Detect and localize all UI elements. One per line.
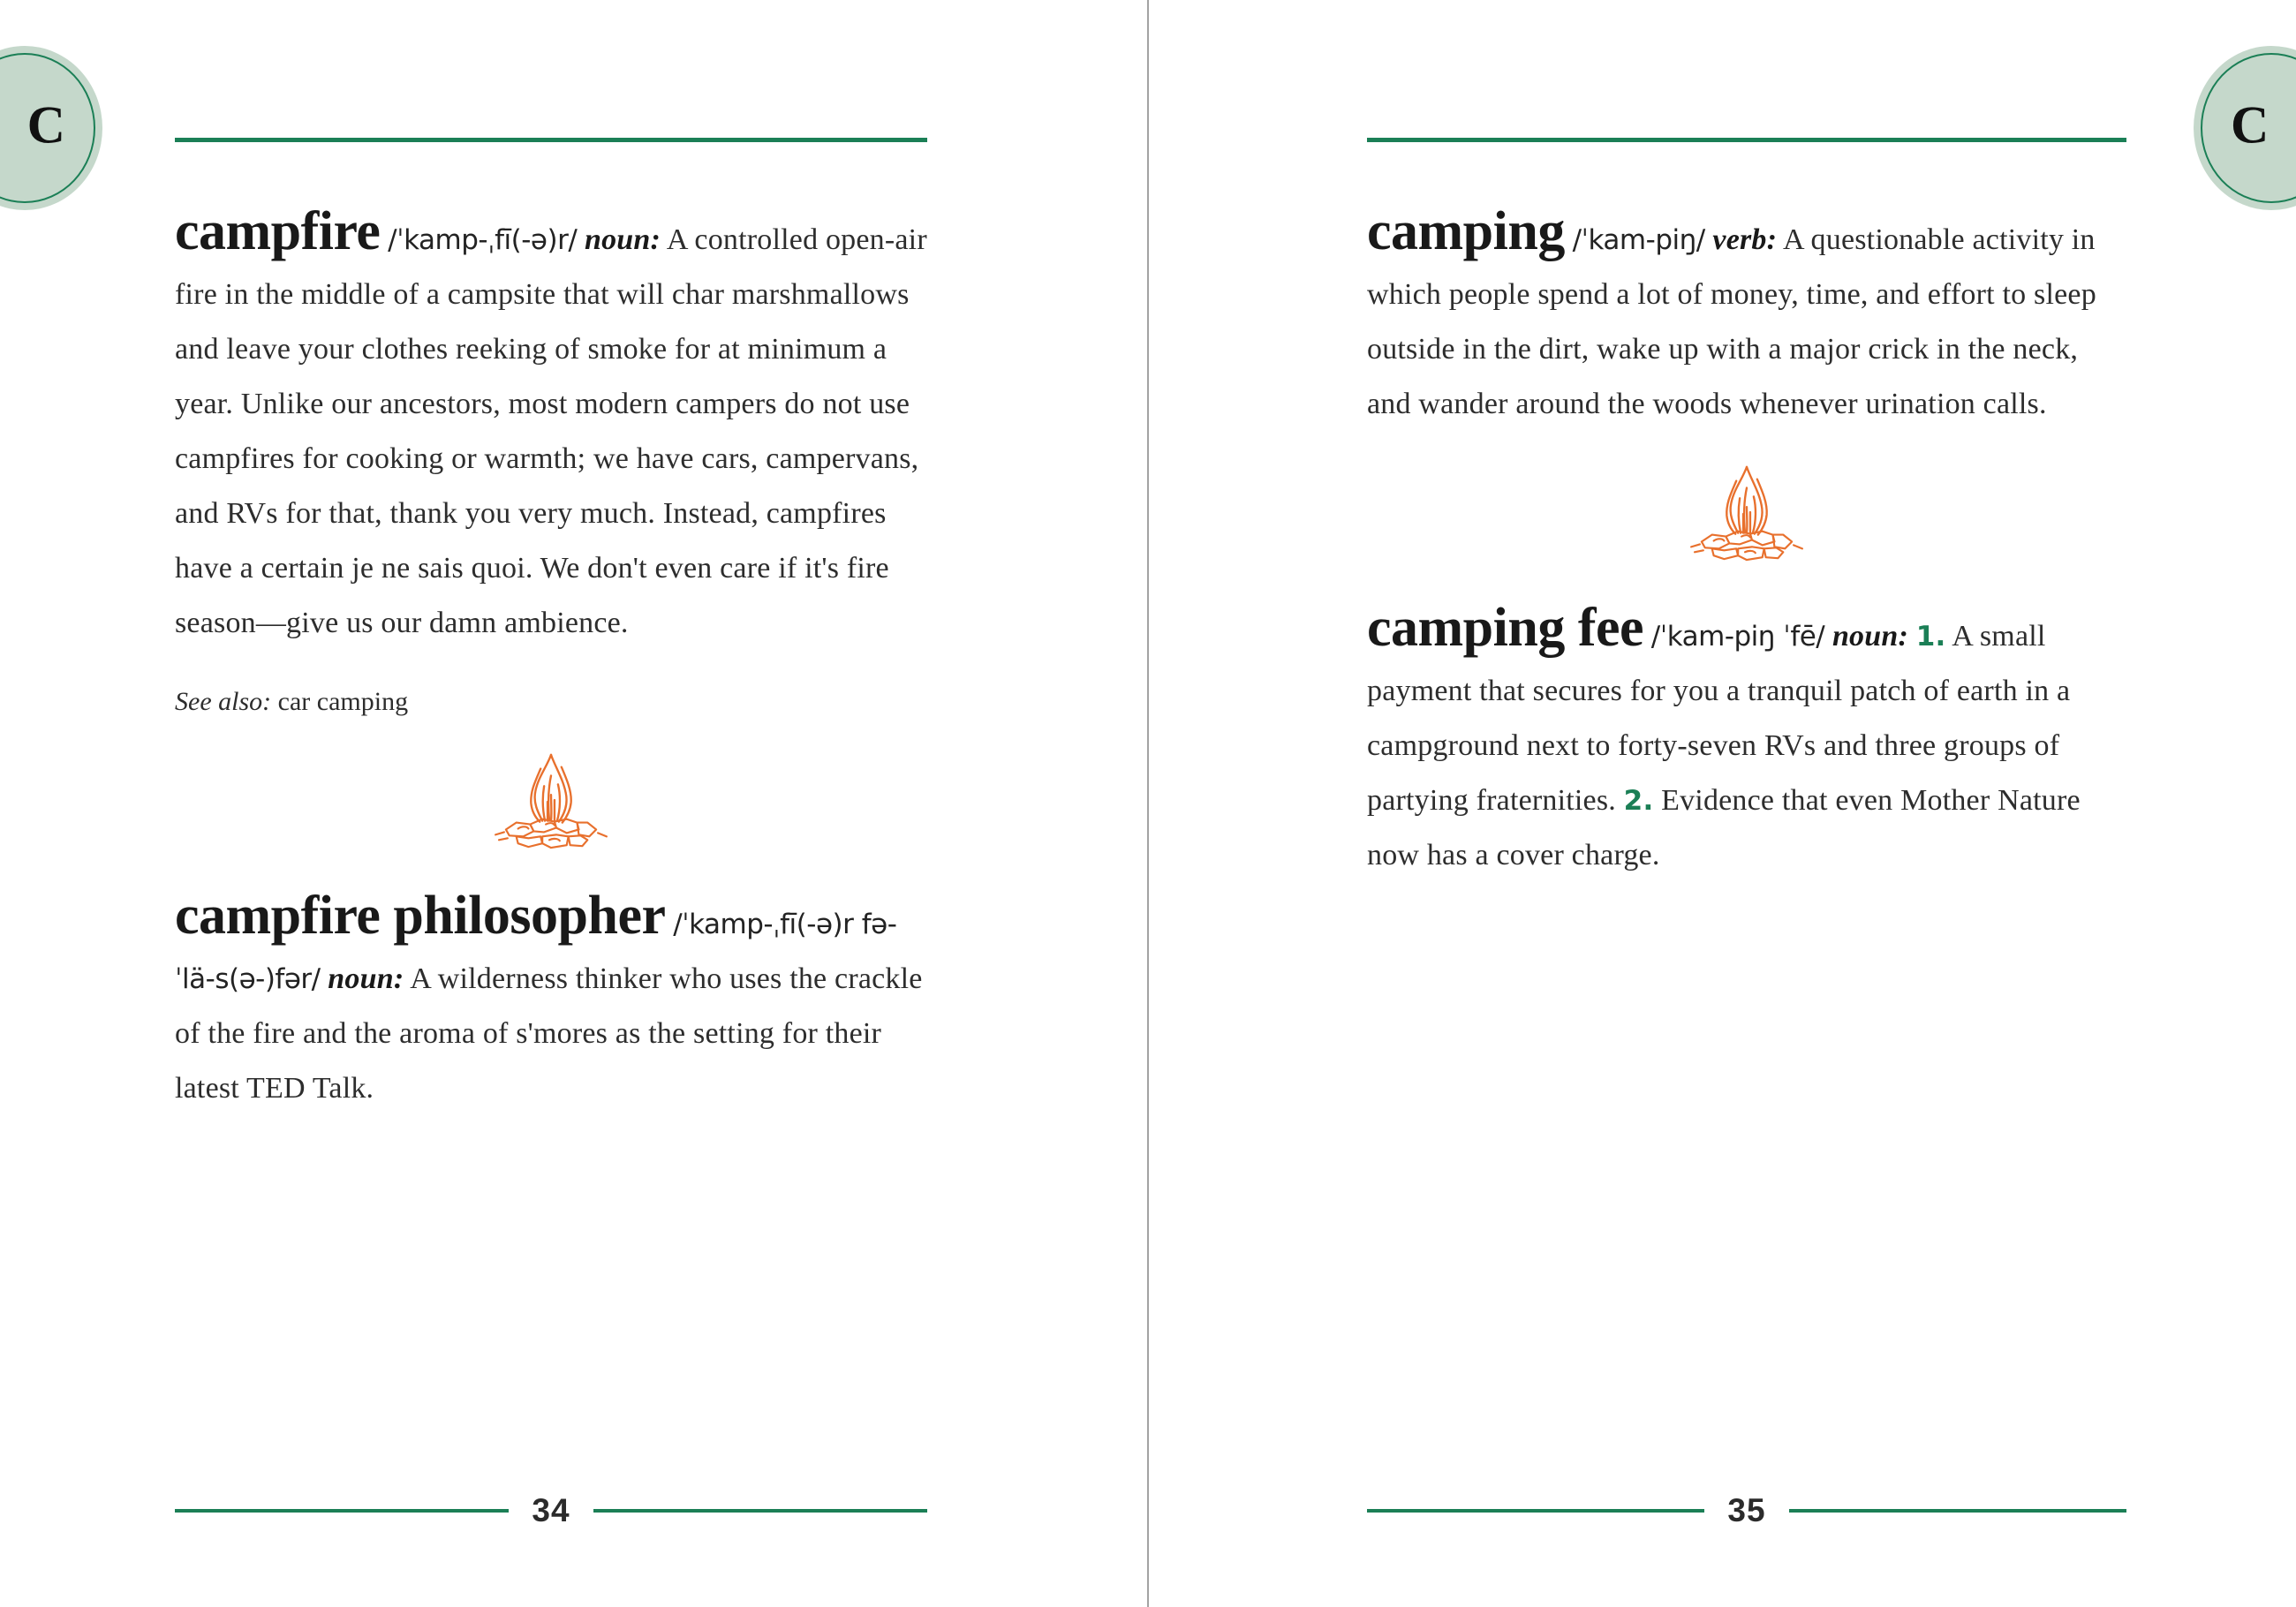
folio-left [175, 1492, 927, 1529]
campfire-illustration-wrap [1367, 462, 2126, 570]
entry-pronunciation: /ˈkamp-ˌfī(-ə)r/ [388, 224, 578, 256]
folio-rule [1367, 1509, 1704, 1513]
entry-part-of-speech: noun: [1832, 620, 1909, 653]
entry-pronunciation: /ˈkam-piŋ/ [1572, 224, 1705, 256]
entry-part-of-speech: noun: [328, 962, 404, 995]
see-also-term: car camping [277, 687, 409, 716]
campfire-icon [489, 750, 613, 854]
entry-headword: camping [1367, 201, 1565, 261]
alphabet-tab-left [0, 46, 102, 210]
entry-definition: A questionable activity in which people spend a lot of money, time, and effort to sleep outside in the dirt, wake up with a major crick in the neck, and wander around the woods whenever urination calls. [1367, 223, 2096, 420]
campfire-icon [1685, 462, 1809, 566]
folio-right [1367, 1492, 2126, 1529]
folio-rule [175, 1509, 509, 1513]
see-also-line [175, 681, 927, 723]
entry-pronunciation: /ˈkamp-ˌfī(-ə)r fə-ˈlä-s(ə-)fər/ [175, 909, 897, 995]
page-right [1367, 0, 2126, 1607]
top-rule [175, 138, 927, 142]
page-gutter-divider [1147, 0, 1149, 1607]
sense-text-1: A small payment that secures for you a tranquil patch of earth in a campground next to forty-seven RVs and three groups of partying fraternities. [1367, 620, 2071, 817]
page-number: 35 [1727, 1492, 1766, 1528]
entry-headword: campfire philosopher [175, 886, 666, 946]
see-also-label: See also: [175, 687, 272, 716]
tab-letter: C [26, 95, 65, 155]
entry-definition: A controlled open-air fire in the middle of a campsite that will char marshmallows and leave your clothes reeking of smoke for at minimum a year. Unlike our ancestors, most modern campers do not use campfires for cooking or warmth; we have cars, campervans, and RVs for that, thank you very much. Instead, campfires have a certain je ne sais quoi. We don't even care if it's fire season—give us our damn ambience. [175, 223, 927, 639]
folio-rule [593, 1509, 927, 1513]
entry-part-of-speech: noun: [584, 223, 661, 256]
page-number: 34 [532, 1492, 570, 1528]
entry-headword: campfire [175, 201, 381, 261]
entry-campfire [175, 201, 927, 651]
entry-camping-fee [1367, 600, 2126, 883]
campfire-illustration-wrap [175, 750, 927, 858]
tab-letter: C [2231, 95, 2270, 155]
alphabet-tab-right [2194, 46, 2296, 210]
entry-definition: A wilderness thinker who uses the crackle of the fire and the aroma of s'mores as the setting for their latest TED Talk. [175, 962, 923, 1105]
sense-text-2: Evidence that even Mother Nature now has a cover charge. [1367, 784, 2081, 871]
sense-number-1: 1. [1915, 621, 1946, 653]
entry-headword: camping fee [1367, 598, 1644, 658]
folio-rule [1789, 1509, 2126, 1513]
page-left [175, 0, 927, 1607]
entry-pronunciation: /ˈkam-piŋ ˈfē/ [1650, 621, 1825, 653]
entry-camping [1367, 201, 2126, 432]
top-rule [1367, 138, 2126, 142]
entry-campfire-philosopher [175, 888, 927, 1116]
entry-part-of-speech: verb: [1712, 223, 1778, 256]
sense-number-2: 2. [1623, 785, 1654, 817]
